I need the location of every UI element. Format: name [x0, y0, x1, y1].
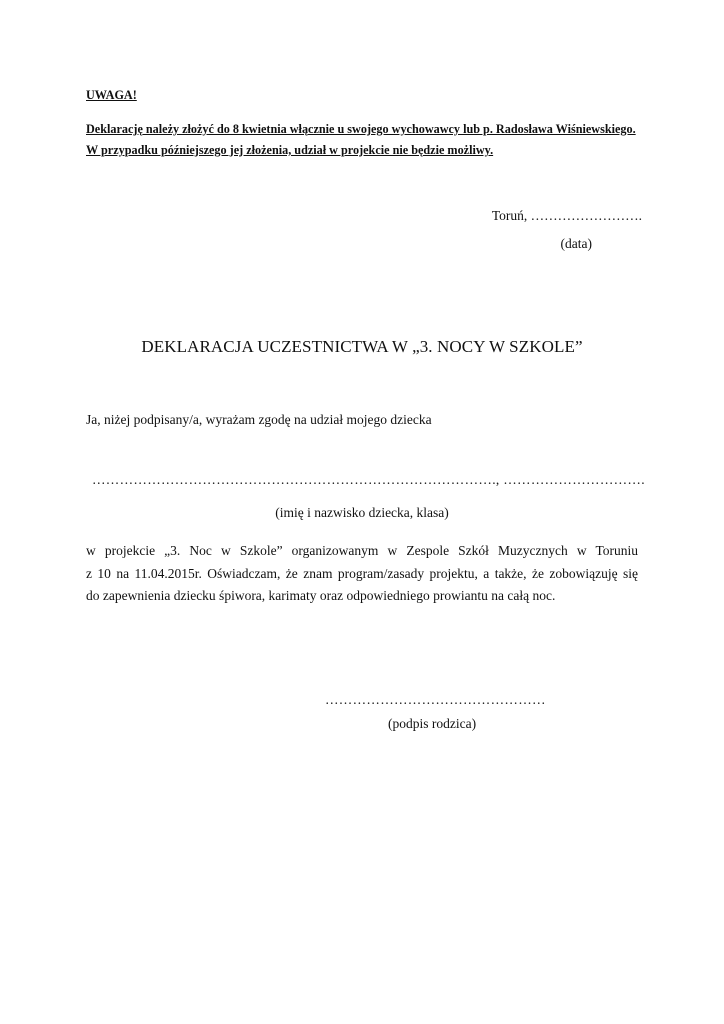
document-title: DEKLARACJA UCZESTNICTWA W „3. NOCY W SZKOLE” — [141, 337, 583, 356]
parent-signature-field: ………………………………………… — [325, 692, 546, 707]
child-name-class-field: ……………………………………………………………………………., …………………………. — [92, 472, 645, 487]
notice-late-submission-text: W przypadku późniejszego jej złożenia, udział w projekcie nie będzie możliwy. — [86, 143, 494, 157]
declaration-line-1: w projekcie „3. Noc w Szkole” organizowanym w Zespole Szkół Muzycznych w Toruniu — [86, 543, 638, 558]
declaration-paragraph — [86, 540, 638, 608]
place-date-field: Toruń, ……………………. — [491, 208, 642, 223]
date-caption: (data) — [560, 236, 592, 251]
notice-heading: UWAGA! — [86, 88, 137, 102]
parent-signature-caption: (podpis rodzica) — [388, 716, 477, 731]
notice-deadline-text: Deklarację należy złożyć do 8 kwietnia włącznie u swojego wychowawcy lub p. Radosława Wiśniewskiego. — [86, 122, 636, 136]
declaration-line-2: z 10 na 11.04.2015r. Oświadczam, że znam program/zasady projektu, a także, że zobowiązuję się — [86, 565, 638, 581]
consent-intro: Ja, niżej podpisany/a, wyrażam zgodę na udział mojego dziecka — [86, 412, 432, 427]
declaration-line-3: do zapewnienia dziecku śpiwora, karimaty oraz odpowiedniego prowiantu na całą noc. — [86, 588, 556, 603]
child-name-class-caption: (imię i nazwisko dziecka, klasa) — [275, 505, 449, 520]
